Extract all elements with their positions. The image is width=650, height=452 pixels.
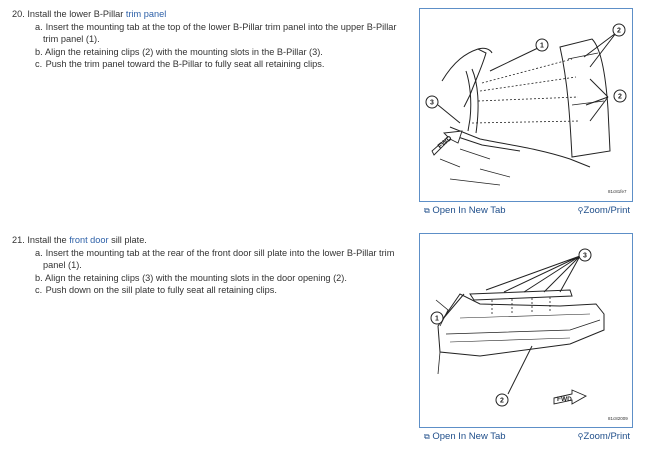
callout-2-mid	[614, 90, 626, 102]
substep-a	[12, 21, 412, 46]
svg-text:2: 2	[500, 397, 504, 405]
open-in-new-tab-link[interactable]	[424, 431, 506, 442]
substep-text: Align the retaining clips (3) with the mounting slots in the door opening (2).	[45, 272, 347, 283]
zoom-print-link[interactable]	[578, 431, 630, 442]
callout-1	[536, 39, 548, 51]
step-title-text: Install the	[27, 235, 70, 245]
substep-key: c.	[35, 59, 43, 69]
svg-text:3: 3	[430, 99, 434, 107]
substep-b	[12, 272, 412, 285]
substep-key: a.	[35, 21, 43, 32]
figure-1-toolbar	[419, 204, 631, 220]
zoom-label: Zoom/Print	[583, 205, 630, 216]
step-20-title	[12, 8, 412, 21]
step-number: 20.	[12, 9, 25, 19]
figure-code: 81c82009	[608, 416, 628, 421]
step-title-suffix: sill plate.	[108, 235, 147, 245]
substep-text: Align the retaining clips (2) with the mounting slots in the B-Pillar (3).	[45, 46, 323, 57]
zoom-label: Zoom/Print	[583, 431, 630, 442]
svg-text:2: 2	[617, 27, 621, 35]
figure-2-toolbar	[419, 430, 631, 446]
substep-text: Push down on the sill plate to fully seat all retaining clips.	[45, 285, 277, 295]
substep-a	[12, 247, 412, 272]
sill-plate-diagram	[420, 234, 632, 427]
svg-text:1: 1	[540, 42, 544, 50]
fwd-arrow-icon	[432, 131, 462, 155]
fwd-label: FWD	[436, 134, 454, 151]
open-label: Open In New Tab	[432, 205, 506, 216]
magnifier-icon: ⚲	[577, 432, 584, 441]
fwd-label: FWD	[557, 396, 572, 403]
step-number: 21.	[12, 235, 25, 245]
substep-text: Push the trim panel toward the B-Pillar to fully seat all retaining clips.	[45, 59, 325, 69]
b-pillar-diagram	[420, 9, 632, 201]
step-21	[12, 234, 412, 297]
zoom-print-link[interactable]	[578, 205, 630, 216]
magnifier-icon: ⚲	[577, 206, 584, 215]
substep-c	[12, 58, 412, 71]
open-in-new-tab-icon: ⧉	[424, 206, 430, 215]
open-in-new-tab-icon: ⧉	[424, 432, 430, 441]
trim-panel-link[interactable]: trim panel	[125, 9, 167, 19]
substep-key: b.	[35, 46, 43, 57]
svg-text:3: 3	[583, 252, 587, 260]
substep-key: a.	[35, 247, 43, 258]
substep-text: Insert the mounting tab at the top of the lower B-Pillar trim panel into the upper B-Pillar trim panel (1).	[43, 21, 397, 44]
front-door-link[interactable]: front door	[69, 235, 109, 245]
open-label: Open In New Tab	[432, 431, 506, 442]
step-21-title	[12, 234, 412, 247]
svg-text:2: 2	[618, 93, 622, 101]
svg-text:1: 1	[435, 315, 439, 323]
substep-key: b.	[35, 272, 43, 283]
callout-3	[426, 96, 438, 108]
callout-2-top	[613, 24, 625, 36]
figure-b-pillar-trim[interactable]	[419, 8, 633, 202]
callout-2	[496, 394, 508, 406]
open-in-new-tab-link[interactable]	[424, 205, 506, 216]
callout-1	[431, 312, 443, 324]
substep-c	[12, 284, 412, 297]
step-20	[12, 8, 412, 71]
callout-3	[579, 249, 591, 261]
figure-sill-plate[interactable]	[419, 233, 633, 428]
substep-key: c.	[35, 285, 43, 295]
substep-b	[12, 46, 412, 59]
figure-code: 81c81fe7	[608, 189, 627, 194]
step-title-text: Install the lower B-Pillar	[27, 9, 126, 19]
fwd-arrow-icon	[554, 390, 586, 404]
substep-text: Insert the mounting tab at the rear of the front door sill plate into the lower B-Pillar trim panel (1).	[43, 247, 395, 270]
